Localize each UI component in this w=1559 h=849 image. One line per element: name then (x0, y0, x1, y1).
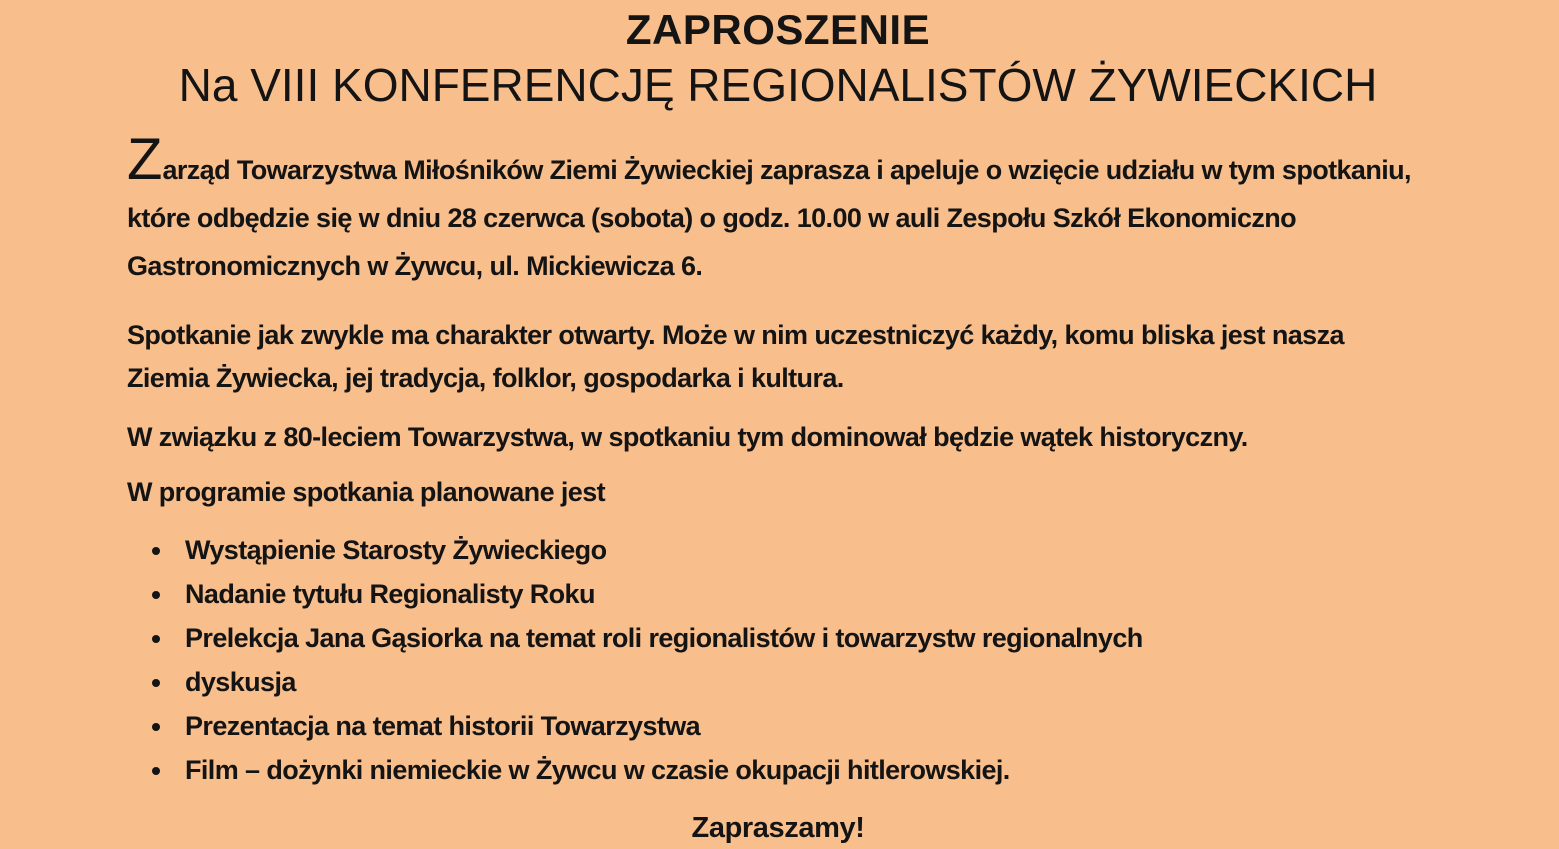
paragraph-line (127, 127, 1429, 194)
paragraph-line-text: arząd Towarzystwa Miłośników Ziemi Żywieckiej zaprasza i apeluje o wzięcie udziału w tym spotkaniu, (162, 155, 1411, 185)
program-item: • Film – dożynki niemieckie w Żywcu w czasie okupacji hitlerowskiej. (175, 748, 1429, 792)
program-list (127, 528, 1429, 792)
program-item: • Prelekcja Jana Gąsiorka na temat roli regionalistów i towarzystw regionalnych (175, 616, 1429, 660)
program-item: • Wystąpienie Starosty Żywieckiego (175, 528, 1429, 572)
paragraph-line: Ziemia Żywiecka, jej tradycja, folklor, gospodarka i kultura. (127, 363, 844, 393)
paragraph-line: Gastronomicznych w Żywcu, ul. Mickiewicza 6. (127, 251, 703, 281)
paragraph-program-intro: W programie spotkania planowane jest (127, 477, 606, 507)
closing-line: Zapraszamy! (691, 812, 865, 844)
paragraph-line: które odbędzie się w dniu 28 czerwca (sobota) o godz. 10.00 w auli Zespołu Szkół Ekonomiczno (127, 203, 1297, 233)
page-subtitle: Na VIII KONFERENCJĘ REGIONALISTÓW ŻYWIECKICH (178, 59, 1378, 111)
page-title: ZAPROSZENIE (625, 6, 931, 53)
paragraph-line: Spotkanie jak zwykle ma charakter otwarty. Może w nim uczestniczyć każdy, komu bliska jest nasza (127, 320, 1344, 350)
program-item: • dyskusja (175, 660, 1429, 704)
program-item: • Prezentacja na temat historii Towarzystwa (175, 704, 1429, 748)
paragraph-intro (127, 127, 1429, 290)
paragraph-open-meeting (127, 314, 1429, 400)
program-item: • Nadanie tytułu Regionalisty Roku (175, 572, 1429, 616)
drop-cap-initial: Z (127, 127, 163, 192)
paragraph-anniversary: W związku z 80-leciem Towarzystwa, w spotkaniu tym dominował będzie wątek historyczny. (127, 422, 1248, 452)
